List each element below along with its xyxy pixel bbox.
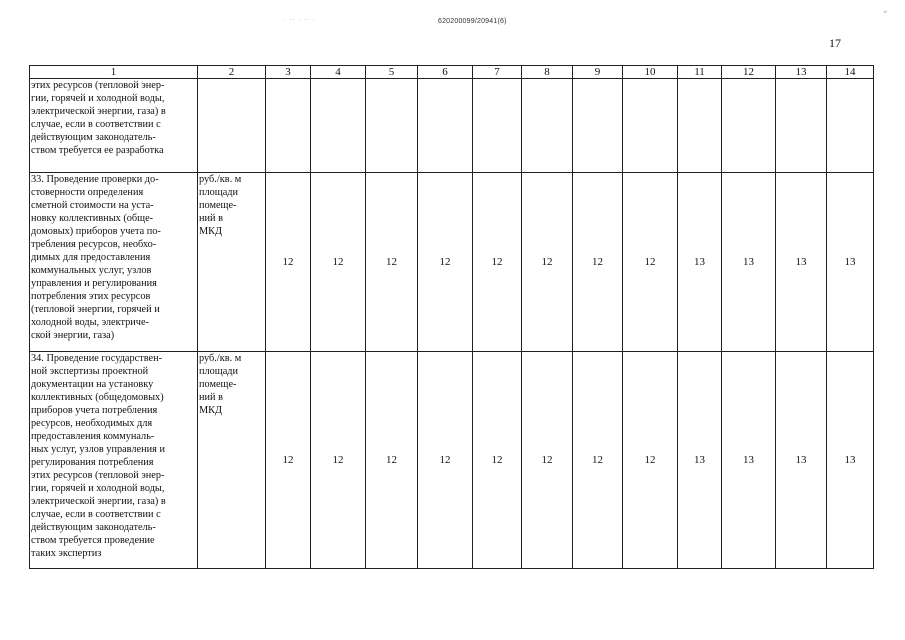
service-description-cell bbox=[30, 352, 198, 569]
service-description-cell bbox=[30, 173, 198, 352]
value-cell: 12 bbox=[311, 352, 366, 569]
description-line: случае, если в соответствии с bbox=[31, 119, 161, 130]
description-line: ресурсов, необходимых для bbox=[31, 418, 153, 429]
description-line: ных услуг, узлов управления и bbox=[31, 444, 165, 455]
description-line: требления ресурсов, необхо- bbox=[31, 239, 157, 250]
service-description-cell bbox=[30, 79, 198, 173]
value-cell: 12 bbox=[266, 173, 311, 352]
description-line: управления и регулирования bbox=[31, 278, 157, 289]
column-number-cell: 6 bbox=[418, 66, 473, 79]
value-cell: 12 bbox=[473, 173, 522, 352]
value-cell bbox=[366, 79, 418, 173]
value-cell: 12 bbox=[522, 352, 573, 569]
value-cell bbox=[311, 79, 366, 173]
unit-line: ний в bbox=[199, 392, 223, 403]
value-cell: 12 bbox=[573, 173, 623, 352]
unit-line: МКД bbox=[199, 405, 223, 416]
value-cell: 12 bbox=[366, 352, 418, 569]
document-stamp: 620200099/20941(6) bbox=[438, 18, 507, 25]
table-row bbox=[30, 79, 874, 173]
description-line: стоверности определения bbox=[31, 187, 144, 198]
table-row bbox=[30, 352, 874, 569]
description-line: действующим законодатель- bbox=[31, 522, 156, 533]
value-cell: 12 bbox=[418, 173, 473, 352]
column-number-cell: 13 bbox=[776, 66, 827, 79]
description-line: коллективных (общедомовых) bbox=[31, 392, 164, 403]
value-cell bbox=[473, 79, 522, 173]
value-cell: 12 bbox=[418, 352, 473, 569]
value-cell: 12 bbox=[522, 173, 573, 352]
column-number-cell: 5 bbox=[366, 66, 418, 79]
description-line: таких экспертиз bbox=[31, 548, 102, 559]
description-line: ной экспертизы проектной bbox=[31, 366, 149, 377]
column-number-cell: 9 bbox=[573, 66, 623, 79]
value-cell: 12 bbox=[366, 173, 418, 352]
description-line: гии, горячей и холодной воды, bbox=[31, 93, 165, 104]
value-cell: 13 bbox=[722, 352, 776, 569]
value-cell bbox=[573, 79, 623, 173]
unit-line: площади bbox=[199, 366, 239, 377]
value-cell bbox=[623, 79, 678, 173]
value-cell: 13 bbox=[776, 352, 827, 569]
description-line: документации на установку bbox=[31, 379, 154, 390]
page-number: 17 bbox=[829, 36, 841, 50]
description-line: ством требуется проведение bbox=[31, 535, 155, 546]
value-cell: 12 bbox=[623, 352, 678, 569]
description-line: (тепловой энергии, горячей и bbox=[31, 304, 160, 315]
unit-line: руб./кв. м bbox=[199, 353, 242, 364]
description-line: случае, если в соответствии с bbox=[31, 509, 161, 520]
table-row bbox=[30, 173, 874, 352]
value-cell: 12 bbox=[311, 173, 366, 352]
description-line: ством требуется ее разработка bbox=[31, 145, 164, 156]
column-number-cell: 8 bbox=[522, 66, 573, 79]
value-cell: 12 bbox=[266, 352, 311, 569]
tariff-table bbox=[29, 65, 874, 569]
column-number-cell: 12 bbox=[722, 66, 776, 79]
column-number-cell: 14 bbox=[827, 66, 874, 79]
unit-cell bbox=[198, 352, 266, 569]
description-line: приборов учета потребления bbox=[31, 405, 158, 416]
description-line: электрической энергии, газа) в bbox=[31, 496, 166, 507]
unit-line: площади bbox=[199, 187, 239, 198]
description-line: регулирования потребления bbox=[31, 457, 154, 468]
value-cell: 13 bbox=[678, 352, 722, 569]
unit-line: помеще- bbox=[199, 379, 237, 390]
value-cell bbox=[776, 79, 827, 173]
value-cell bbox=[722, 79, 776, 173]
value-cell: 13 bbox=[776, 173, 827, 352]
value-cell: 12 bbox=[473, 352, 522, 569]
value-cell: 12 bbox=[623, 173, 678, 352]
corner-scan-mark: ⸗ bbox=[881, 5, 890, 17]
column-number-cell: 10 bbox=[623, 66, 678, 79]
unit-line: помеще- bbox=[199, 200, 237, 211]
unit-line: руб./кв. м bbox=[199, 174, 242, 185]
value-cell: 13 bbox=[678, 173, 722, 352]
value-cell bbox=[266, 79, 311, 173]
description-line: сметной стоимости на уста- bbox=[31, 200, 154, 211]
description-line: потребления этих ресурсов bbox=[31, 291, 151, 302]
description-line: этих ресурсов (тепловой энер- bbox=[31, 80, 165, 91]
unit-cell bbox=[198, 79, 266, 173]
description-line: коммунальных услуг, узлов bbox=[31, 265, 152, 276]
description-line: 33. Проведение проверки до- bbox=[31, 174, 159, 185]
description-line: 34. Проведение государствен- bbox=[31, 353, 163, 364]
column-number-cell: 1 bbox=[30, 66, 198, 79]
column-number-cell: 7 bbox=[473, 66, 522, 79]
unit-cell bbox=[198, 173, 266, 352]
description-line: холодной воды, электриче- bbox=[31, 317, 149, 328]
value-cell: 13 bbox=[827, 173, 874, 352]
column-number-cell: 3 bbox=[266, 66, 311, 79]
faint-header-mark: · ·· · ·· · bbox=[284, 17, 316, 23]
unit-line: МКД bbox=[199, 226, 223, 237]
description-line: гии, горячей и холодной воды, bbox=[31, 483, 165, 494]
description-line: домовых) приборов учета по- bbox=[31, 226, 161, 237]
description-line: действующим законодатель- bbox=[31, 132, 156, 143]
description-line: димых для предоставления bbox=[31, 252, 151, 263]
column-number-cell: 4 bbox=[311, 66, 366, 79]
unit-line: ний в bbox=[199, 213, 223, 224]
value-cell: 13 bbox=[722, 173, 776, 352]
description-line: электрической энергии, газа) в bbox=[31, 106, 166, 117]
description-line: предоставления коммуналь- bbox=[31, 431, 155, 442]
value-cell bbox=[678, 79, 722, 173]
column-number-cell: 11 bbox=[678, 66, 722, 79]
value-cell bbox=[418, 79, 473, 173]
column-number-cell: 2 bbox=[198, 66, 266, 79]
description-line: ской энергии, газа) bbox=[31, 330, 115, 341]
value-cell bbox=[522, 79, 573, 173]
description-line: этих ресурсов (тепловой энер- bbox=[31, 470, 165, 481]
value-cell: 12 bbox=[573, 352, 623, 569]
value-cell: 13 bbox=[827, 352, 874, 569]
description-line: новку коллективных (обще- bbox=[31, 213, 154, 224]
value-cell bbox=[827, 79, 874, 173]
column-number-row bbox=[30, 66, 874, 79]
